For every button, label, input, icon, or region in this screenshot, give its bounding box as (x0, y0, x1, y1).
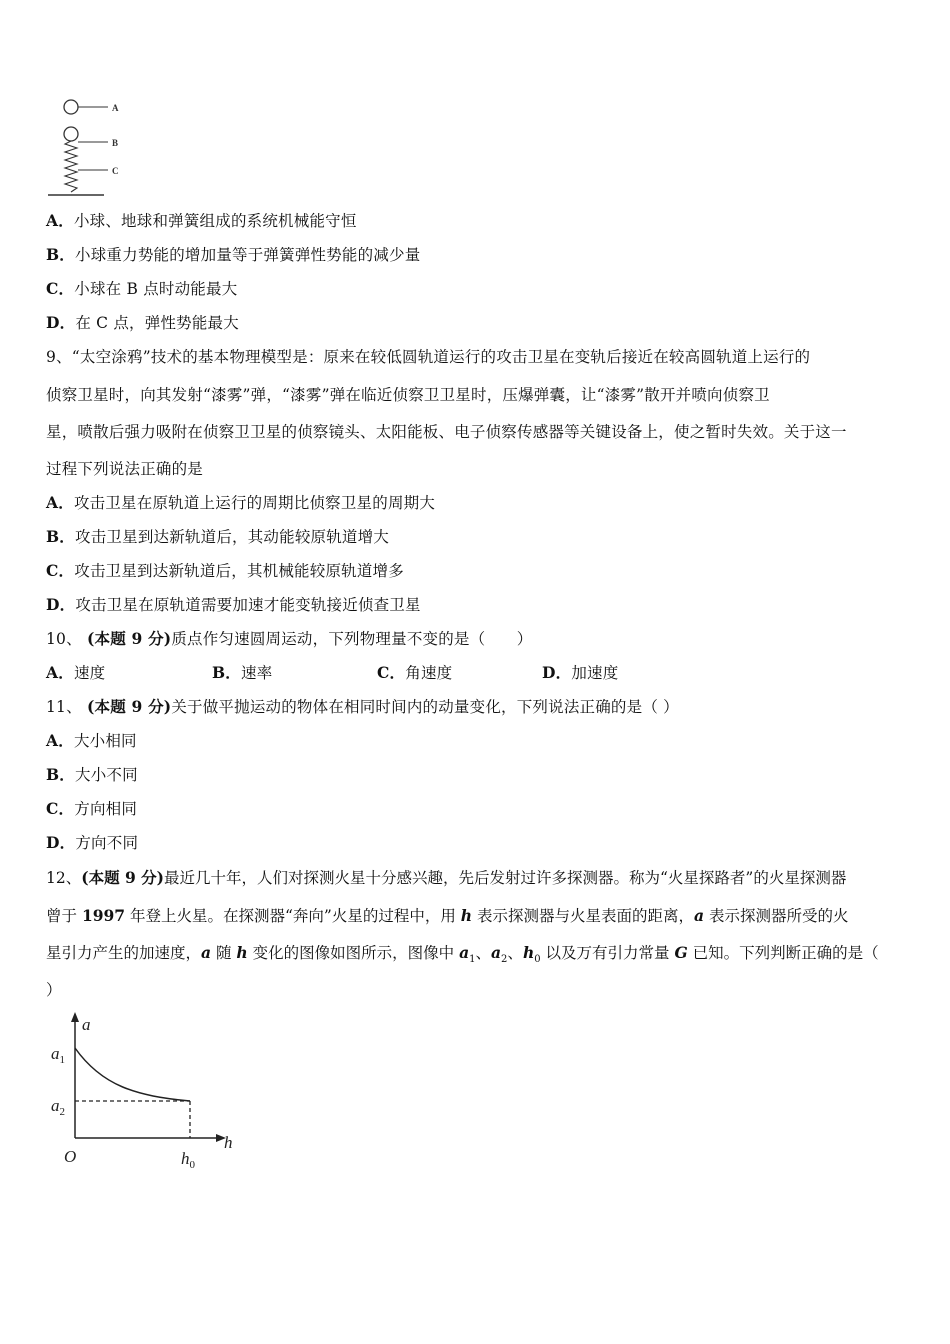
axis-label-a: a (82, 1015, 91, 1034)
q8-option-d: D．在 C 点，弹性势能最大 (46, 313, 239, 332)
ball-at-a (64, 100, 78, 114)
q9-stem-line-3: 星，喷散后强力吸附在侦察卫卫星的侦察镜头、太阳能板、电子侦察传感器等关键设备上，使之暂时失效。关于这一 (46, 423, 847, 441)
q9-option-b: B．攻击卫星到达新轨道后，其动能较原轨道增大 (46, 527, 390, 546)
q11-option-d: D．方向不同 (46, 833, 139, 852)
q9-option-d: D．攻击卫星在原轨道需要加速才能变轨接近侦查卫星 (46, 595, 421, 614)
q10-option-b: B．速率 (212, 663, 273, 682)
q9-option-a: A．攻击卫星在原轨道上运行的周期比侦察卫星的周期大 (46, 493, 436, 512)
label-a1: $a_1$ (51, 1044, 65, 1066)
q10-stem: 10、 (本题 9 分)质点作匀速圆周运动，下列物理量不变的是（ ） (46, 629, 533, 648)
acceleration-height-graph (40, 1008, 250, 1178)
q12-stem-line-1: 12、(本题 9 分)最近几十年，人们对探测火星十分感兴趣，先后发射过许多探测器。称为“火星探路者”的火星探测器 (46, 868, 847, 887)
label-a: A (112, 103, 119, 113)
q8-option-c: C．小球在 B 点时动能最大 (46, 279, 238, 298)
label-origin: O (64, 1147, 77, 1166)
label-b: B (112, 138, 119, 148)
q11-option-a: A．大小相同 (46, 731, 137, 750)
spring-coil (65, 141, 77, 192)
q9-stem-line-2: 侦察卫星时，向其发射“漆雾”弹，“漆雾”弹在临近侦察卫卫星时，压爆弹囊，让“漆雾”散开并喷向侦察卫 (46, 386, 770, 404)
axis-label-h: h (224, 1133, 233, 1152)
q9-stem-line-1: 9、“太空涂鸦”技术的基本物理模型是：原来在较低圆轨道运行的攻击卫星在变轨后接近在较高圆轨道上运行的 (46, 348, 811, 366)
q10-options-row (46, 663, 906, 683)
q10-option-a: A．速度 (46, 663, 106, 682)
q8-option-a: A．小球、地球和弹簧组成的系统机械能守恒 (46, 211, 357, 230)
spring-ball-figure (40, 92, 140, 200)
q11-option-b: B．大小不同 (46, 765, 138, 784)
q10-option-d: D．加速度 (542, 663, 619, 682)
q12-stem-line-2: 曾于 1997 年登上火星。在探测器“奔向”火星的过程中，用 h 表示探测器与火星表面的距离，a 表示探测器所受的火 (46, 906, 849, 925)
q11-stem: 11、 (本题 9 分)关于做平抛运动的物体在相同时间内的动量变化，下列说法正确的是（ ） (46, 697, 679, 716)
q9-option-c: C．攻击卫星到达新轨道后，其机械能较原轨道增多 (46, 561, 404, 580)
acceleration-curve (75, 1048, 190, 1101)
q12-stem-line-3: 星引力产生的加速度，a 随 h 变化的图像如图所示，图像中 $a_1$、$a_2$、$h_0$ 以及万有引力常量 G 已知。下列判断正确的是（ (46, 943, 879, 966)
label-a2: $a_2$ (51, 1096, 65, 1118)
y-axis-arrow (71, 1012, 79, 1022)
q10-option-c: C．角速度 (377, 663, 453, 682)
q8-option-b: B．小球重力势能的增加量等于弹簧弹性势能的减少量 (46, 245, 421, 264)
label-c: C (112, 166, 119, 176)
ball-at-b (64, 127, 78, 141)
label-h0: $h_0$ (181, 1149, 195, 1171)
q12-stem-line-4: ） (46, 981, 62, 999)
q11-option-c: C．方向相同 (46, 799, 138, 818)
q9-stem-line-4: 过程下列说法正确的是 (46, 460, 204, 478)
